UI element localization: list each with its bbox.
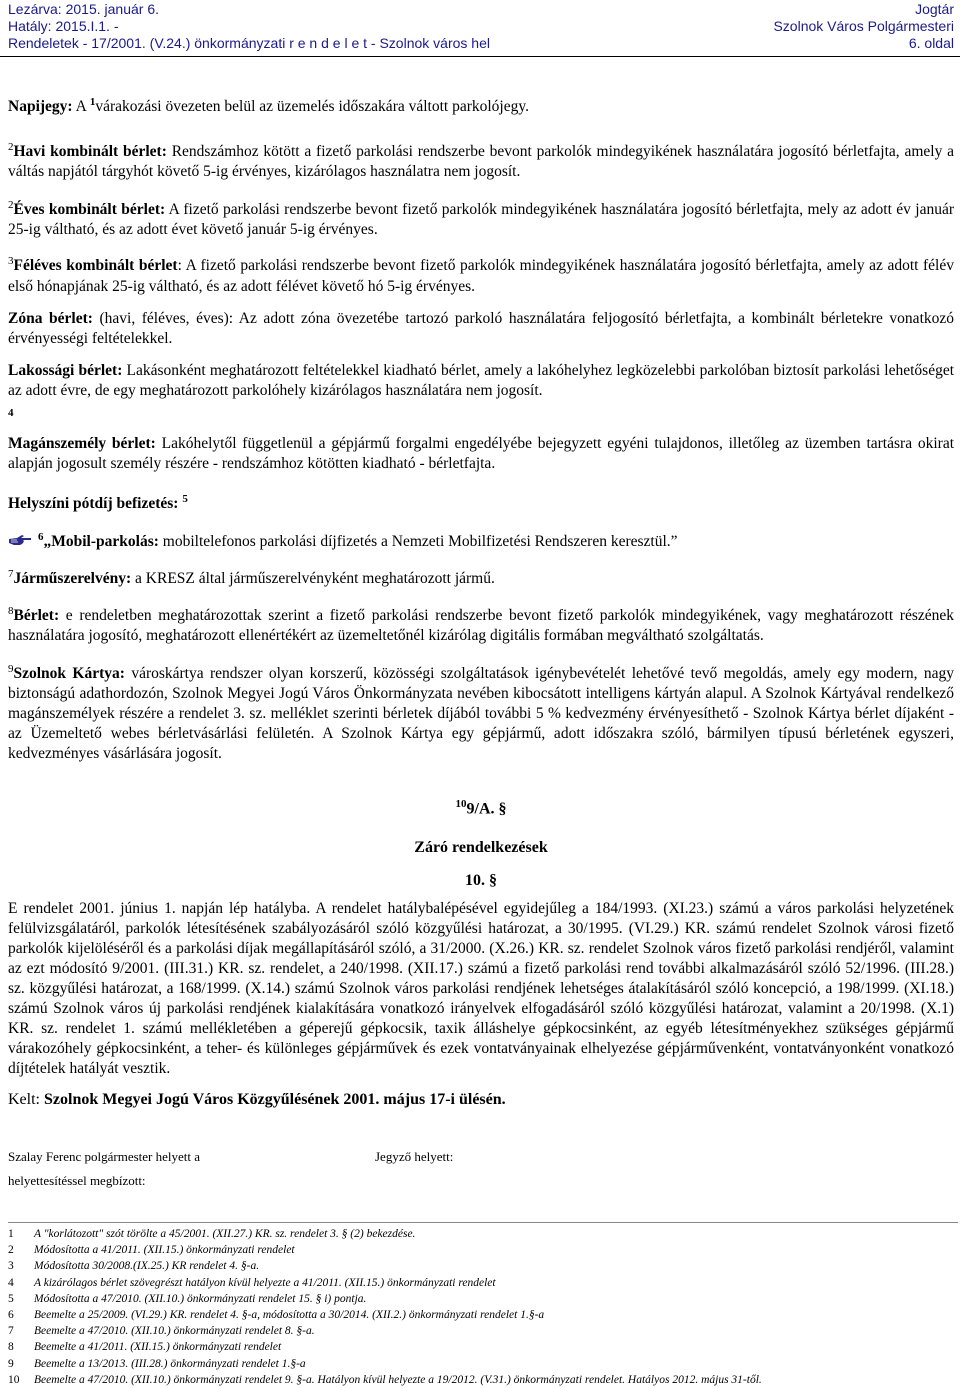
footnotes (8, 1226, 762, 1388)
def-lakossagi: Lakossági bérlet: Lakásonként meghatározott feltételekkel kiadható bérlet, amely a lakóhelyhez legközelebbi parkolóban biztosít parkolási lehetőséget az adott évre, de egy meghatározott parkolóhely kizárólagos használatára nem jogosít. (8, 361, 955, 399)
footnote-ref[interactable]: 3 (8, 255, 14, 268)
def-havi: $^2$Havi kombinált bérlet: Rendszámhoz kötött a fizető parkolási rendszerbe bevont parkolók mindegyikének használatára jogosító bérletfajta, amely a váltás napjától tárgyhót követő 5-ig érvényes, kizárólagos használatra nem jogosít. (8, 141, 954, 181)
def-napijegy: Napijegy: A $^1$várakozási övezeten belül az üzemelés időszakára váltott parkolójegy. (8, 96, 529, 116)
term: Napijegy: (8, 98, 73, 116)
header-closed-date: Lezárva: 2015. január 6. (8, 1, 159, 17)
def-szolnok-kartya: $^9$Szolnok Kártya: városkártya rendszer olyan korszerű, közösségi szolgáltatások igénybevételét lehetővé tevő megoldás, amely egy modern, nagy biztonságú adathordozón, Szolnok Megyei Jogú Város Önkormányzata nevében kibocsátott intelligens kártyán alapul. A Szolnok Kártyával rendelkező magánszemélyek részére a rendelet 3. sz. melléklet szerinti bérletek díjából további 5 % kedvezmény érvényesíthető - Szolnok Kártya bérlet díjaként - az Üzemeltető webes bérletvásárlási felületén. A Szolnok Kártya egy gépjármű, adott időszakra szóló, bármilyen típusú bérletének egyszeri, kedvezményes vásárlására jogosít. (8, 663, 954, 763)
footnote-ref[interactable]: 2 (8, 199, 14, 212)
term: Lakossági bérlet: (8, 361, 123, 379)
term: Járműszerelvény: (13, 570, 132, 588)
def-jarmu: $^7$Járműszerelvény: a KRESZ által járműszerelvényként meghatározott jármű. (8, 567, 495, 588)
footnote-ref[interactable]: 10 (455, 798, 467, 811)
def-feleves: $^3$Féléves kombinált bérlet: A fizető parkolási rendszerbe bevont fizető parkolók mindegyikének használatára jogosító bérletfajta, amely az adott félév első hónapjának 25-ig váltható, és az adott félévet követő hó 5-ig érvényes. (8, 255, 954, 295)
footnote-item: 10 Beemelte a 47/2010. (XII.10.) önkormányzati rendelet 9. §-a. Hatályon kívül helyezte a 19/2012. (V.31.) önkormányzati rendelet. Hatályos 2012. május 31-től. (8, 1373, 762, 1386)
footnote-divider (8, 1222, 958, 1223)
signature-mayor-line2: helyettesítéssel megbízott: (8, 1173, 146, 1188)
footnote-item: 3 Módosította 30/2008.(IX.25.) KR rendelet 4. §-a. (8, 1260, 260, 1273)
footnote-item: 4 A kizárólagos bérlet szövegrészt hatályon kívül helyezte a 41/2011. (XII.15.) önkormányzati rendelet (8, 1276, 496, 1289)
term: Magánszemély bérlet: (8, 434, 156, 452)
def-helyszini (8, 489, 954, 514)
footnote-ref-4[interactable]: 4 (8, 406, 14, 419)
page-header (8, 1, 954, 52)
term: Helyszíni pótdíj befizetés: (8, 494, 179, 512)
section-10-heading: 10. § (465, 871, 497, 889)
def-maganszemely: Magánszemély bérlet: Lakóhelytől függetlenül a gépjármű forgalmi engedélyébe bejegyzett egyéni tulajdonos, illetőleg az üzemben tartásra okirat alapján jogosult személy részére - rendszámhoz kötötten kiadható - bérletfajta. (8, 434, 955, 472)
signature-mayor-line1: Szalay Ferenc polgármester helyett a (8, 1149, 201, 1164)
def-zona: Zóna bérlet: (havi, féléves, éves): Az adott zóna övezetébe tartozó parkoló használatára feljogosító bérletfajta, a kombinált bérletekre vonatkozó érvényességi feltételekkel. (8, 309, 954, 347)
footnote-ref[interactable]: 7 (8, 567, 14, 580)
term: Zóna bérlet: (8, 309, 93, 327)
header-effective: Hatály: 2015.I.1. - (8, 18, 119, 34)
footnote-ref[interactable]: 5 (182, 492, 188, 505)
pointing-hand-icon (8, 533, 32, 547)
term: Éves kombinált bérlet: (13, 201, 166, 219)
footnote-ref[interactable]: 2 (8, 141, 14, 154)
chapter-title: Záró rendelkezések (414, 838, 548, 856)
footnote-item: 5 Módosította a 47/2010. (XII.10.) önkormányzati rendelet 15. § i) pontja. (8, 1292, 367, 1305)
def-eves: $^2$Éves kombinált bérlet: A fizető parkolási rendszerbe bevont fizető parkolók mindegyikének használatára jogosító bérletfajta, mely az adott év január 25-ig váltható, és az adott évet követő január 5-ig érvényes. (8, 199, 954, 239)
term: Bérlet: (13, 607, 60, 625)
term: Szolnok Kártya: (13, 665, 125, 683)
footnote-item: 8 Beemelte a 41/2011. (XII.15.) önkormányzati rendelet (8, 1341, 282, 1354)
term: Havi kombinált bérlet: (13, 143, 167, 161)
footnote-item: 9 Beemelte a 13/2013. (III.28.) önkormányzati rendelet 1.§-a (8, 1357, 306, 1370)
section-9a-heading: $^{10}$9/A. § (455, 798, 507, 818)
header-page-number: 6. oldal (908, 35, 954, 51)
term: „Mobil-parkolás: (43, 532, 159, 550)
footnote-item: 2 Módosította a 41/2011. (XII.15.) önkormányzati rendelet (8, 1244, 295, 1257)
kelt-line: Kelt: Szolnok Megyei Jogú Város Közgyűlésének 2001. május 17-i ülésén. (8, 1090, 506, 1108)
signature-notary: Jegyző helyett: (375, 1149, 454, 1164)
header-document-title: Rendeletek - 17/2001. (V.24.) önkormányzati r e n d e l e t - Szolnok város hel (8, 35, 490, 51)
entry-into-force-text: E rendelet 2001. június 1. napján lép hatályba. A rendelet hatálybalépésével egyidejűleg a 184/1993. (XI.23.) számú a város parkolási helyzetének felülvizsgálatáról, parkolók létesítésének szabályozásáról szóló közgyűlési határozat, a 30/1995. (VI.29.) KR. számú rendelet Szolnok városi fizető parkolók kijelöléséről és a parkolási díjak megállapításáról szóló, a 31/2000. (X.26.) KR. sz. rendelet Szolnok város fizető parkolási rendjéről, valamint az ezt módosító 9/2001. (III.31.) KR. sz. rendelet, a 240/1998. (XII.17.) számú a fizető parkolási rend további alkalmazásáról szóló 52/1996. (III.28.) sz. közgyűlési határozat, a 168/1999. (X.14.) számú Szolnok város parkolási rendjének lehetséges átalakításáról szóló koncepció, a 198/1999. (XI.18.) számú Szolnok város új parkolási rendjének kialakítására vonatkozó irányelvek elfogadásáról szóló közgyűlési határozat, valamint a 20/1998. (X.1) KR. sz. rendelet 1. számú mellékletében a géperejű gépkocsik, taxik álláshelye gépkocsinként, az egyéb létesítményekhez szükséges gépjármű várakozóhely gépkocsinként, a teher- és különleges gépjárművek és ezek vontatványainak elhelyezése gépjárművenként, vontatványonként vonatkozó díjtételek hatályát vesztik. (8, 899, 954, 1077)
document-body (8, 92, 954, 1110)
def-berlet: $^8$Bérlet: e rendeletben meghatározottak szerint a fizető parkolási rendszerbe bevont fizető parkolók mindegyikének, vagy meghatározott részének használatára jogosító, meghatározott ellenértékért az üzemeltetőnél kizárólag digitális formában megváltható szolgáltatás. (8, 605, 955, 645)
def-mobil: $^6$„Mobil-parkolás: mobiltelefonos parkolási díjfizetés a Nemzeti Mobilfizetési Rendszeren keresztül.” (8, 527, 954, 552)
header-publisher: Szolnok Város Polgármesteri (773, 18, 954, 34)
footnote-item: 6 Beemelte a 25/2009. (VI.29.) KR. rendelet 4. §-a, módosította a 30/2014. (XII.2.) önkormányzati rendelet 1.§-a (8, 1309, 545, 1322)
footnote-ref[interactable]: 9 (8, 663, 14, 676)
header-divider (0, 56, 960, 57)
footnote-ref[interactable]: 6 (38, 530, 44, 543)
footnote-ref[interactable]: 8 (8, 605, 14, 618)
signature-block (8, 1148, 454, 1190)
footnote-item: 7 Beemelte a 47/2010. (XII.10.) önkormányzati rendelet 8. §-a. (8, 1325, 315, 1338)
term: Féléves kombinált bérlet (13, 257, 178, 275)
header-source: Jogtár (915, 1, 954, 17)
footnote-ref[interactable]: 1 (89, 96, 96, 108)
footnote-item: 1 A "korlátozott" szót törölte a 45/2001. (XII.27.) KR. sz. rendelet 3. § (2) bekezdése. (8, 1228, 416, 1240)
